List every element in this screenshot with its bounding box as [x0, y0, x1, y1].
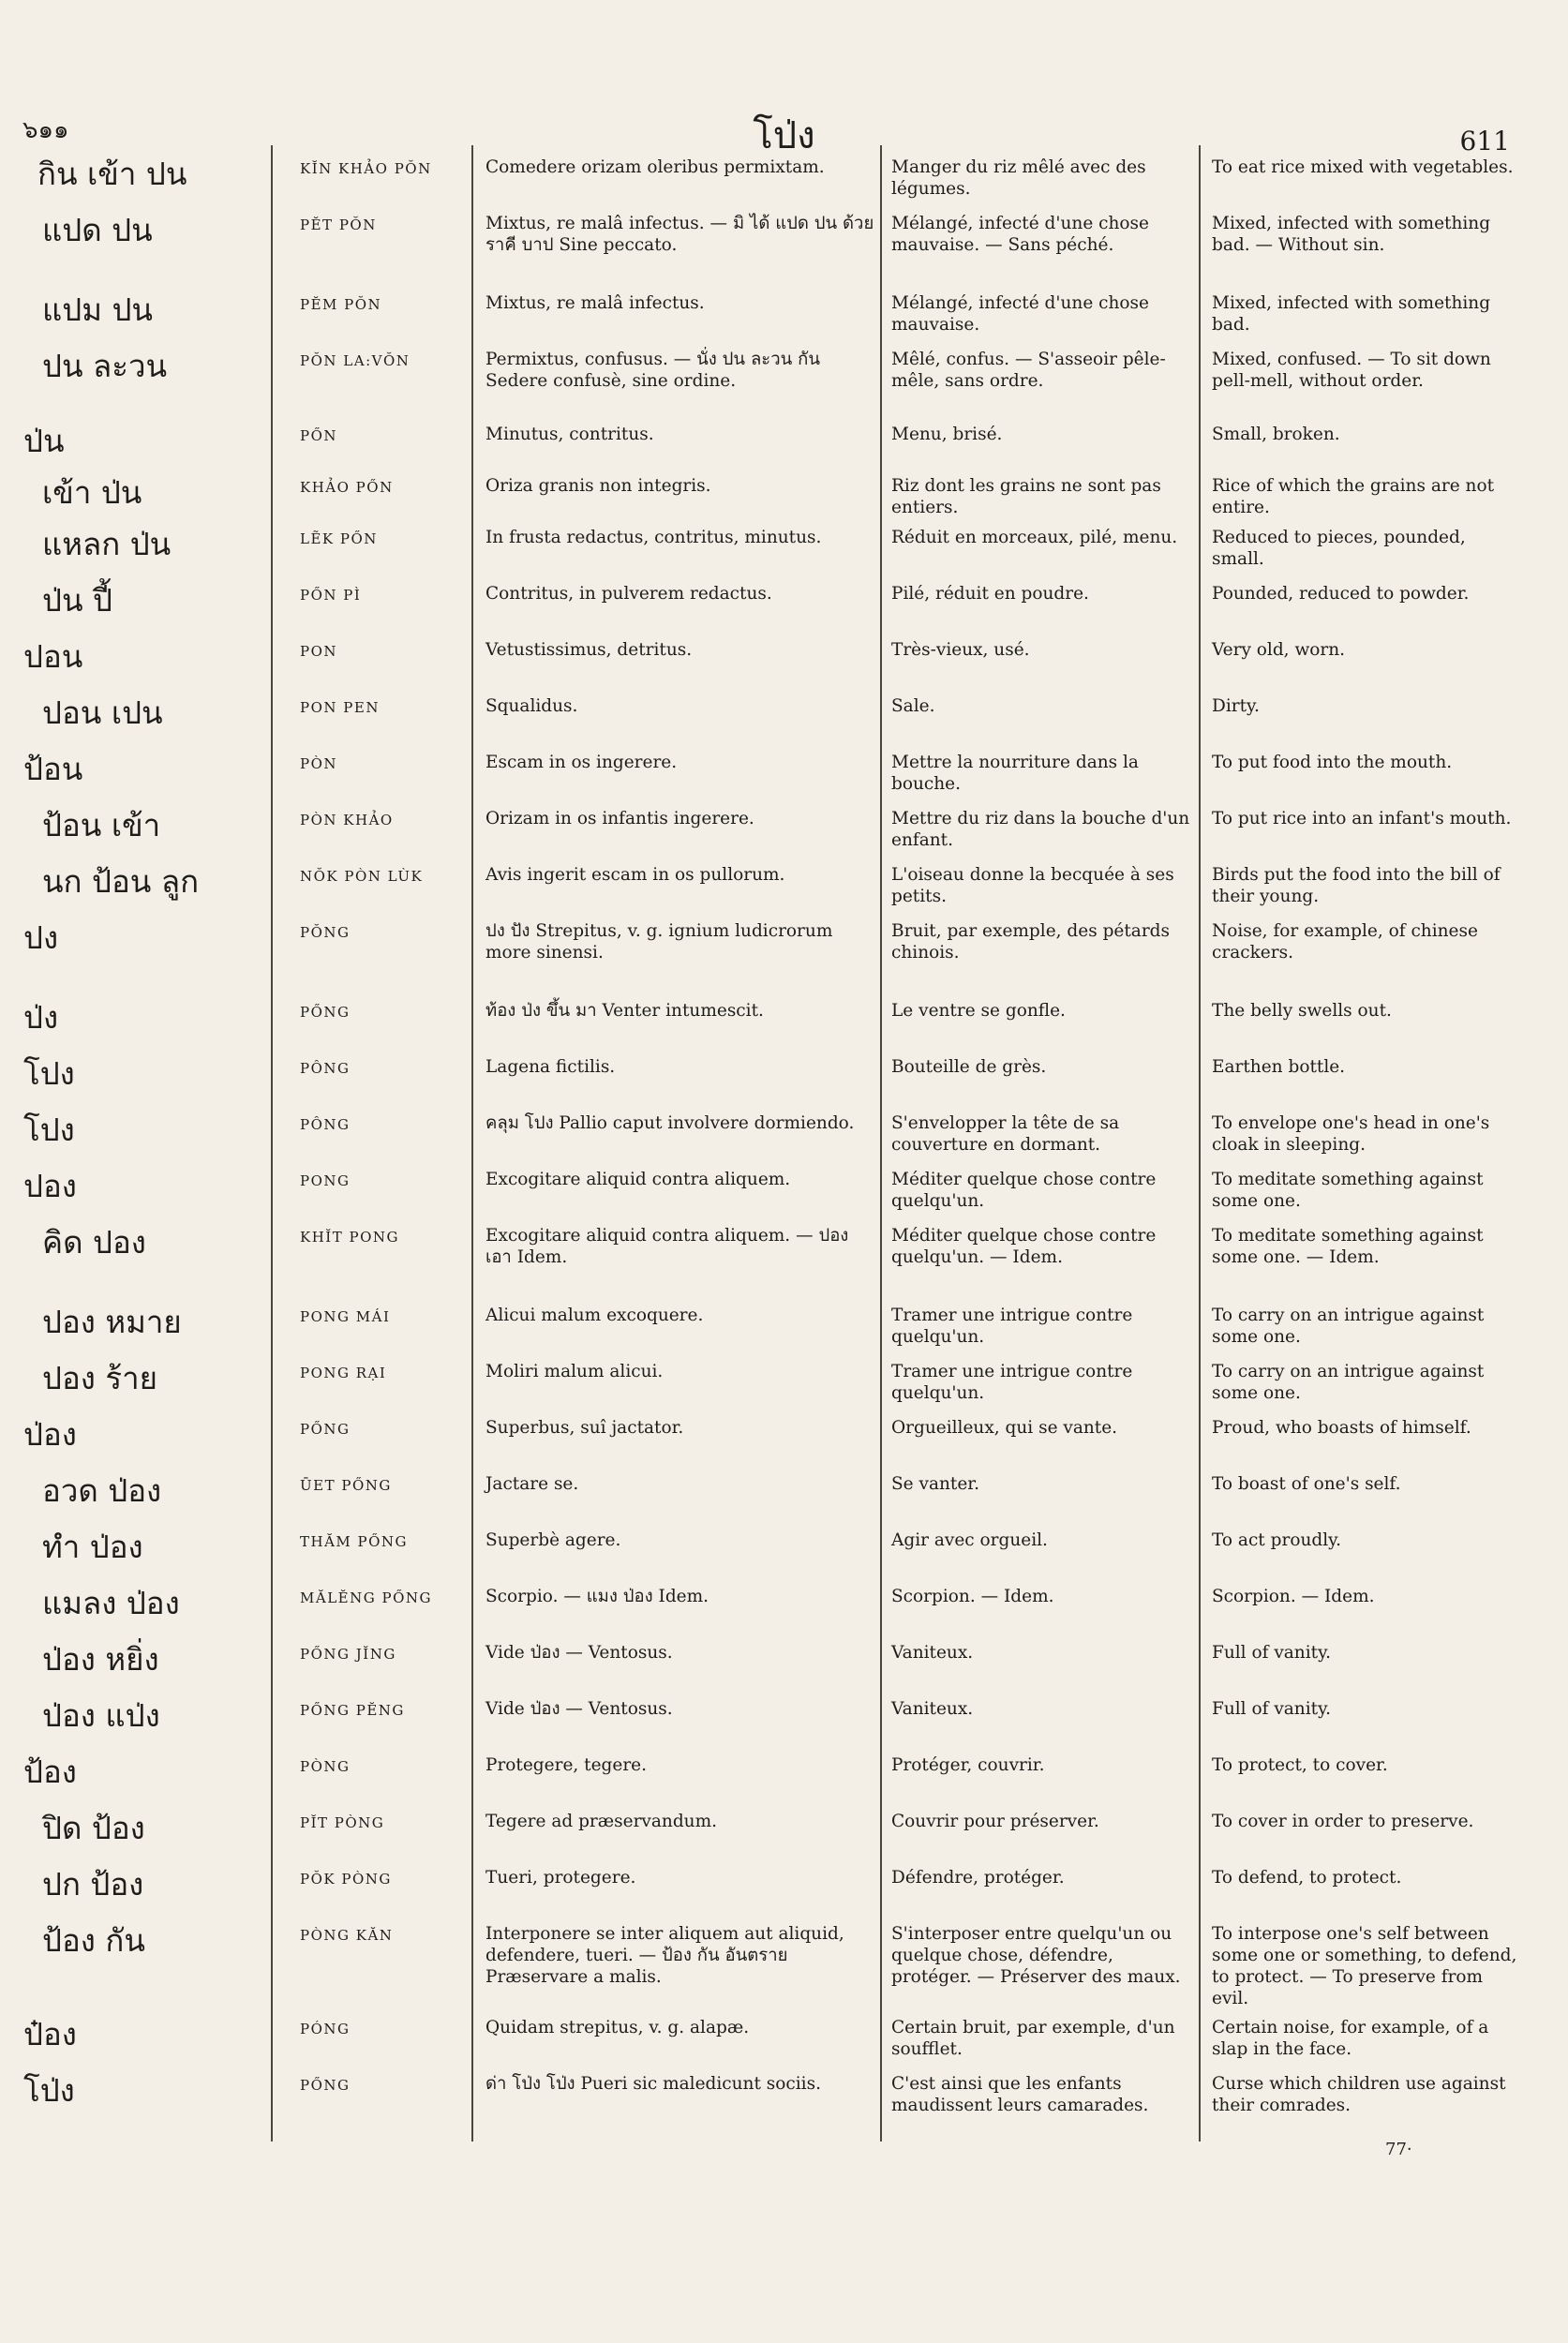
french-definition: Mettre la nourriture dans la bouche. [891, 753, 1139, 795]
thai-headword: แหลก ป่น [42, 526, 172, 562]
english-definition: Certain noise, for example, of a slap in the face. [1212, 2018, 1489, 2060]
latin-definition: Lagena fictilis. [485, 1057, 616, 1077]
english-definition: Very old, worn. [1212, 640, 1346, 660]
romanization: NŎK PÒN LÙK [300, 868, 424, 885]
english-definition: Birds put the food into the bill of their young. [1212, 865, 1501, 907]
romanization: PŎK PÒNG [300, 1871, 392, 1888]
latin-definition: Comedere orizam oleribus permixtam. [485, 157, 825, 177]
thai-headword: ป้อง กัน [42, 1922, 145, 1959]
french-definition: Couvrir pour préserver. [891, 1812, 1099, 1831]
latin-definition: Jactare se. [485, 1474, 579, 1494]
romanization: KĬN KHẢO PŎN [300, 160, 432, 177]
romanization: PŐNG JĬNG [300, 1646, 396, 1663]
french-definition: Méditer quelque chose contre quelqu'un. — Idem. [891, 1226, 1157, 1268]
thai-headword: นก ป้อน ลูก [42, 863, 200, 900]
english-definition: To put rice into an infant's mouth. [1212, 809, 1512, 828]
romanization: KHĬT PONG [300, 1229, 399, 1246]
english-definition: Small, broken. [1212, 425, 1340, 444]
french-definition: Vaniteux. [891, 1643, 974, 1663]
romanization: PÓNG [300, 2021, 351, 2037]
thai-headword: แมลง ป่อง [42, 1585, 180, 1621]
signature-mark: 77· [1385, 2140, 1412, 2159]
latin-definition: Scorpio. — แมง ป่อง Idem. [485, 1587, 709, 1606]
thai-headword: แปม ปน [42, 291, 153, 328]
thai-headword: ปอง [23, 1168, 77, 1204]
latin-definition: Oriza granis non integris. [485, 476, 711, 496]
thai-headword: ปอง ร้าย [42, 1360, 157, 1396]
english-definition: Dirty. [1212, 696, 1260, 716]
thai-headword: อวด ป่อง [42, 1472, 162, 1509]
french-definition: L'oiseau donne la becquée à ses petits. [891, 865, 1174, 907]
english-definition: Reduced to pieces, pounded, small. [1212, 528, 1466, 570]
thai-headword: ปง [23, 919, 59, 956]
french-definition: Mélangé, infecté d'une chose mauvaise. [891, 293, 1149, 336]
romanization: PÔNG [300, 1116, 351, 1133]
romanization: PŐNG [300, 1421, 351, 1438]
latin-definition: Orizam in os infantis ingerere. [485, 809, 754, 828]
romanization: PÒN KHẢO [300, 812, 394, 828]
english-definition: Pounded, reduced to powder. [1212, 584, 1470, 604]
thai-headword: โปง [23, 1055, 75, 1092]
thai-headword: ป้อน เข้า [42, 807, 161, 843]
romanization: PON [300, 643, 338, 660]
romanization: LẼK PŐN [300, 530, 378, 547]
thai-headword: ปก ป้อง [42, 1866, 144, 1903]
english-definition: The belly swells out. [1212, 1001, 1392, 1021]
latin-definition: Superbè agere. [485, 1530, 621, 1550]
column-divider [1199, 145, 1201, 2142]
running-head-word: โป่ง [753, 114, 815, 157]
thai-headword: ปิด ป้อง [42, 1810, 145, 1846]
english-definition: Proud, who boasts of himself. [1212, 1418, 1471, 1438]
thai-headword: ป้อน [23, 751, 83, 787]
english-definition: To protect, to cover. [1212, 1755, 1388, 1775]
romanization: PĔM PŎN [300, 296, 382, 313]
thai-headword: ป่อง หยิ่ง [42, 1641, 159, 1678]
thai-headword: ปอน เปน [42, 694, 163, 731]
latin-definition: คลุม โปง Pallio caput involvere dormiendo. [485, 1113, 855, 1133]
english-definition: Full of vanity. [1212, 1699, 1331, 1719]
latin-definition: In frusta redactus, contritus, minutus. [485, 528, 822, 547]
latin-definition: Vide ป่อง — Ventosus. [485, 1643, 673, 1663]
thai-headword: โปง [23, 1112, 75, 1148]
romanization: PŐNG PĔNG [300, 1702, 405, 1719]
latin-definition: Permixtus, confusus. — นั่ง ปน ละวน กัน Sedere confusè, sine ordine. [485, 350, 820, 392]
thai-headword: ป่อง [23, 1416, 77, 1453]
english-definition: Scorpion. — Idem. [1212, 1587, 1375, 1606]
romanization: PĔT PŎN [300, 216, 377, 233]
latin-definition: Minutus, contritus. [485, 425, 654, 444]
thai-headword: กิน เข้า ปน [37, 156, 187, 192]
thai-headword: ปอน [23, 638, 83, 675]
romanization: PÒN [300, 755, 338, 772]
latin-definition: Vide ป่อง — Ventosus. [485, 1699, 673, 1719]
page-number: 611 [1459, 126, 1510, 157]
french-definition: Manger du riz mêlé avec des légumes. [891, 157, 1146, 200]
thai-headword: แปด ปน [42, 212, 153, 248]
romanization: PÒNG [300, 1758, 351, 1775]
french-definition: Bruit, par exemple, des pétards chinois. [891, 921, 1171, 963]
french-definition: Réduit en morceaux, pilé, menu. [891, 528, 1178, 547]
english-definition: To defend, to protect. [1212, 1868, 1402, 1888]
french-definition: Scorpion. — Idem. [891, 1587, 1054, 1606]
romanization: PONG MÁI [300, 1308, 391, 1325]
thai-headword: ป้อง [23, 1754, 77, 1790]
romanization: PONG RẠI [300, 1365, 387, 1381]
latin-definition: Excogitare aliquid contra aliquem. — ปอง เอา Idem. [485, 1226, 849, 1268]
english-definition: To interpose one's self between some one or something, to defend, to protect. — To preserve from evil. [1212, 1924, 1517, 2009]
column-divider [271, 145, 273, 2142]
french-definition: C'est ainsi que les enfants maudissent leurs camarades. [891, 2074, 1149, 2116]
latin-definition: Escam in os ingerere. [485, 753, 678, 772]
french-definition: Le ventre se gonfle. [891, 1001, 1066, 1021]
latin-definition: Excogitare aliquid contra aliquem. [485, 1170, 791, 1189]
french-definition: Mettre du riz dans la bouche d'un enfant. [891, 809, 1190, 851]
english-definition: To envelope one's head in one's cloak in sleeping. [1212, 1113, 1490, 1156]
latin-definition: Interponere se inter aliquem aut aliquid, defendere, tueri. — ป้อง กัน อันตราย Præservare a malis. [485, 1924, 844, 1988]
latin-definition: Mixtus, re malâ infectus. — มิ ได้ แปด ปน ด้วย ราคี บาป Sine peccato. [485, 214, 874, 256]
english-definition: Full of vanity. [1212, 1643, 1331, 1663]
english-definition: Mixed, confused. — To sit down pell-mell, without order. [1212, 350, 1491, 392]
english-definition: Earthen bottle. [1212, 1057, 1346, 1077]
thai-headword: ป่น ปี้ [42, 582, 112, 619]
latin-definition: Protegere, tegere. [485, 1755, 648, 1775]
romanization: KHẢO PŐN [300, 479, 394, 496]
french-definition: Riz dont les grains ne sont pas entiers. [891, 476, 1161, 518]
french-definition: Mêlé, confus. — S'asseoir pêle-mêle, sans ordre. [891, 350, 1166, 392]
english-definition: Noise, for example, of chinese crackers. [1212, 921, 1478, 963]
latin-definition: Squalidus. [485, 696, 578, 716]
romanization: PŐN [300, 427, 338, 444]
english-definition: To boast of one's self. [1212, 1474, 1401, 1494]
romanization: PŐNG [300, 1004, 351, 1021]
thai-headword: ป่ง [23, 999, 59, 1036]
romanization: PONG [300, 1172, 351, 1189]
english-definition: To act proudly. [1212, 1530, 1342, 1550]
french-definition: Méditer quelque chose contre quelqu'un. [891, 1170, 1157, 1212]
romanization: MĂLĔNG PŐNG [300, 1589, 432, 1606]
french-definition: Se vanter. [891, 1474, 979, 1494]
english-definition: Mixed, infected with something bad. [1212, 293, 1491, 336]
romanization: THĂM PŐNG [300, 1533, 409, 1550]
column-divider [471, 145, 473, 2142]
thai-headword: ป่น [23, 423, 65, 459]
romanization: PÒNG KĂN [300, 1927, 394, 1944]
romanization: PŎNG [300, 924, 351, 941]
french-definition: Vaniteux. [891, 1699, 974, 1719]
thai-headword: ปอง หมาย [42, 1304, 182, 1340]
thai-headword: ป่อง แป่ง [42, 1697, 160, 1734]
romanization: PÔNG [300, 1060, 351, 1077]
latin-definition: Quidam strepitus, v. g. alapæ. [485, 2018, 750, 2037]
thai-page-number: ๖๑๑ [22, 116, 69, 144]
french-definition: Défendre, protéger. [891, 1868, 1065, 1888]
english-definition: Mixed, infected with something bad. — Without sin. [1212, 214, 1491, 256]
latin-definition: Mixtus, re malâ infectus. [485, 293, 705, 313]
thai-headword: โป่ง [23, 2072, 75, 2109]
french-definition: Agir avec orgueil. [891, 1530, 1048, 1550]
latin-definition: ปง ปัง Strepitus, v. g. ignium ludicrorum more sinensi. [485, 921, 833, 963]
thai-headword: ทำ ป่อง [42, 1529, 143, 1565]
latin-definition: Contritus, in pulverem redactus. [485, 584, 772, 604]
latin-definition: Vetustissimus, detritus. [485, 640, 693, 660]
english-definition: To put food into the mouth. [1212, 753, 1453, 772]
latin-definition: Tueri, protegere. [485, 1868, 636, 1888]
french-definition: Sale. [891, 696, 935, 716]
latin-definition: Moliri malum alicui. [485, 1362, 664, 1381]
latin-definition: Avis ingerit escam in os pullorum. [485, 865, 785, 885]
english-definition: To eat rice mixed with vegetables. [1212, 157, 1514, 177]
french-definition: Tramer une intrigue contre quelqu'un. [891, 1306, 1133, 1348]
romanization: PŐNG [300, 2077, 351, 2094]
french-definition: Pilé, réduit en poudre. [891, 584, 1089, 604]
french-definition: Protéger, couvrir. [891, 1755, 1045, 1775]
thai-headword: คิด ปอง [42, 1224, 146, 1261]
english-definition: To cover in order to preserve. [1212, 1812, 1474, 1831]
french-definition: Mélangé, infecté d'une chose mauvaise. — Sans péché. [891, 214, 1149, 256]
french-definition: Menu, brisé. [891, 425, 1003, 444]
french-definition: Tramer une intrigue contre quelqu'un. [891, 1362, 1133, 1404]
english-definition: To carry on an intrigue against some one. [1212, 1362, 1485, 1404]
romanization: ŪET PŐNG [300, 1477, 392, 1494]
english-definition: To carry on an intrigue against some one. [1212, 1306, 1485, 1348]
romanization: PĬT PÒNG [300, 1814, 385, 1831]
romanization: PŎN LA:VŎN [300, 352, 411, 369]
french-definition: Bouteille de grès. [891, 1057, 1047, 1077]
thai-headword: เข้า ป่น [42, 474, 142, 511]
latin-definition: ด่า โป่ง โป่ง Pueri sic maledicunt sociis. [485, 2074, 821, 2094]
english-definition: To meditate something against some one. — Idem. [1212, 1226, 1484, 1268]
french-definition: S'interposer entre quelqu'un ou quelque chose, défendre, protéger. — Préserver des maux. [891, 1924, 1181, 1988]
latin-definition: ท้อง ป่ง ขึ้น มา Venter intumescit. [485, 1001, 764, 1021]
french-definition: Très-vieux, usé. [891, 640, 1030, 660]
latin-definition: Superbus, suî jactator. [485, 1418, 684, 1438]
romanization: PON PEN [300, 699, 380, 716]
thai-headword: ปน ละวน [42, 348, 168, 384]
french-definition: S'envelopper la tête de sa couverture en dormant. [891, 1113, 1120, 1156]
french-definition: Certain bruit, par exemple, d'un soufflet. [891, 2018, 1175, 2060]
romanization: PŐN PÌ [300, 587, 362, 604]
latin-definition: Alicui malum excoquere. [485, 1306, 704, 1325]
column-divider [880, 145, 882, 2142]
thai-headword: ป๋อง [23, 2016, 77, 2052]
latin-definition: Tegere ad præservandum. [485, 1812, 718, 1831]
english-definition: To meditate something against some one. [1212, 1170, 1484, 1212]
english-definition: Rice of which the grains are not entire. [1212, 476, 1495, 518]
english-definition: Curse which children use against their comrades. [1212, 2074, 1506, 2116]
french-definition: Orgueilleux, qui se vante. [891, 1418, 1118, 1438]
